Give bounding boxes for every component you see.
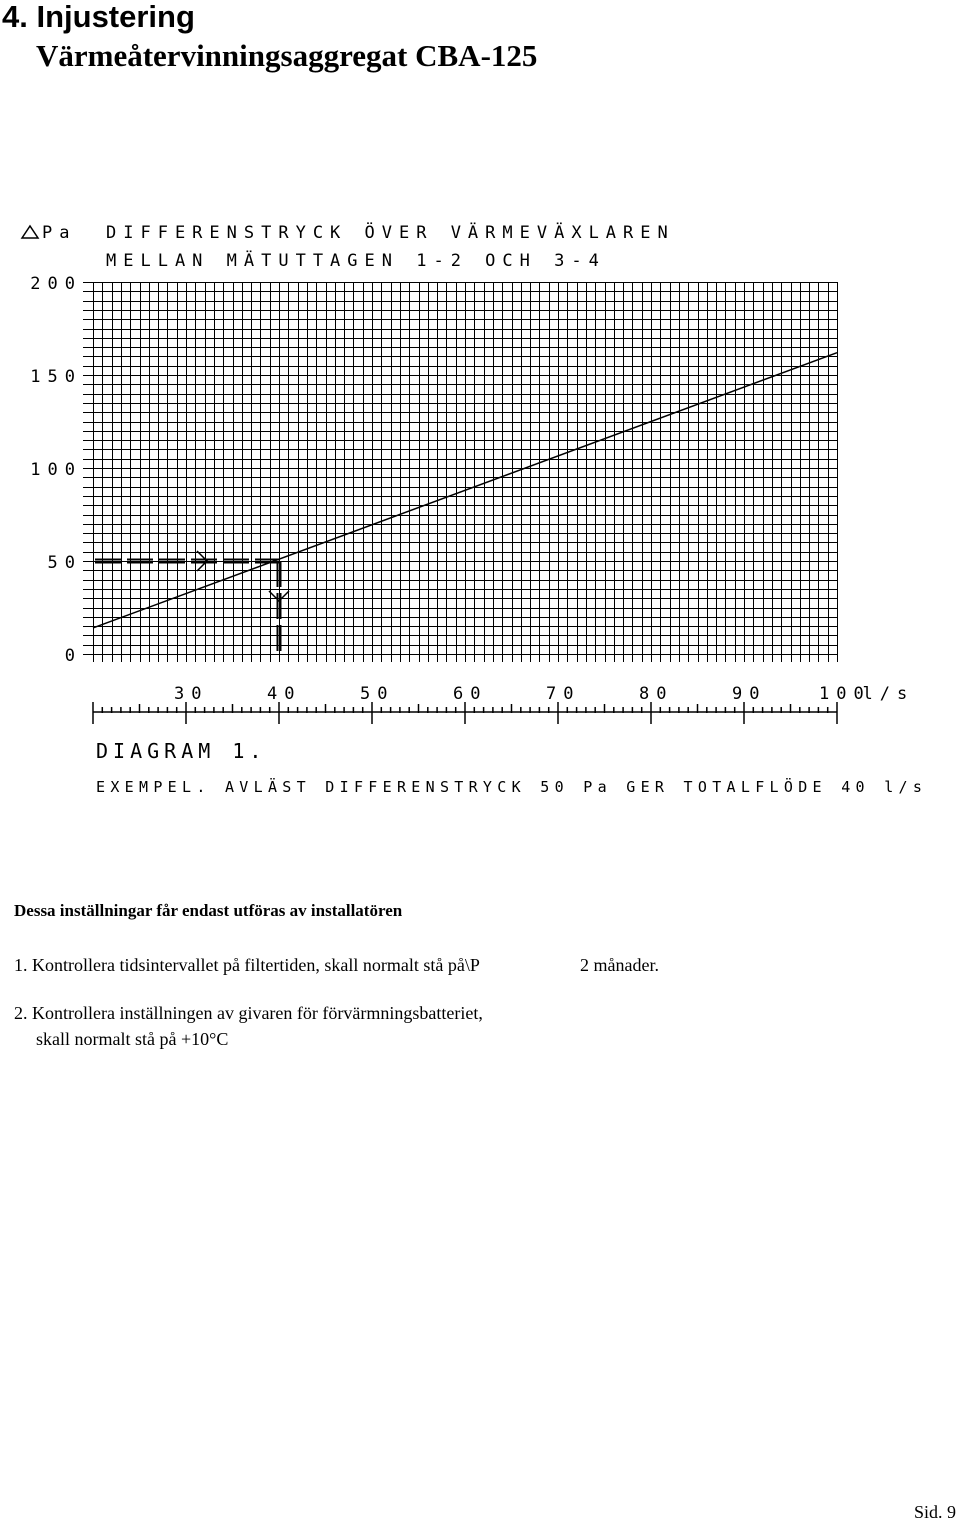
y-axis-labels	[30, 274, 82, 666]
instruction-1: 1. Kontrollera tidsintervallet på filtertiden, skall normalt stå på\P	[14, 955, 480, 975]
x-axis-labels	[174, 684, 914, 704]
instruction-2-line2: skall normalt stå på +10°C	[36, 1029, 229, 1049]
y-tick-label: 50	[47, 553, 82, 573]
page-number: Sid. 9	[913, 1502, 956, 1522]
y-tick-label: 0	[64, 646, 82, 666]
section-heading: 4. Injustering	[2, 0, 195, 34]
y-tick-label: 150	[30, 367, 82, 387]
pressure-flow-diagram	[0, 200, 960, 820]
y-unit-label: Pa	[42, 223, 77, 243]
x-tick-label: 70	[546, 684, 581, 704]
chart-grid	[83, 282, 838, 662]
y-tick-label: 100	[30, 460, 82, 480]
x-tick-label: 100	[819, 684, 871, 704]
y-tick-label: 200	[30, 274, 82, 294]
x-unit-label: l/s	[862, 684, 915, 704]
x-tick-label: 80	[639, 684, 674, 704]
delta-icon	[22, 226, 38, 238]
unit-title: Värmeåtervinningsaggregat CBA-125	[36, 38, 538, 73]
example-text: EXEMPEL. AVLÄST DIFFERENSTRYCK 50 Pa GER TOTALFLÖDE 40 l/s	[96, 778, 928, 796]
chart-title-line2: MELLAN MÄTUTTAGEN 1-2 OCH 3-4	[106, 251, 606, 271]
instruction-2-line1: 2. Kontrollera inställningen av givaren för förvärmningsbatteriet,	[14, 1003, 483, 1023]
x-tick-label: 60	[453, 684, 488, 704]
x-tick-label: 30	[174, 684, 209, 704]
installer-notice: Dessa inställningar får endast utföras av installatören	[14, 901, 403, 920]
instruction-1-value: 2 månader.	[580, 955, 659, 975]
x-tick-label: 50	[360, 684, 395, 704]
chart-title-line1: DIFFERENSTRYCK ÖVER VÄRMEVÄXLAREN	[106, 223, 675, 243]
x-axis-ruler	[93, 702, 837, 724]
x-tick-label: 90	[732, 684, 767, 704]
diagram-caption: DIAGRAM 1.	[96, 739, 267, 763]
x-tick-label: 40	[267, 684, 302, 704]
